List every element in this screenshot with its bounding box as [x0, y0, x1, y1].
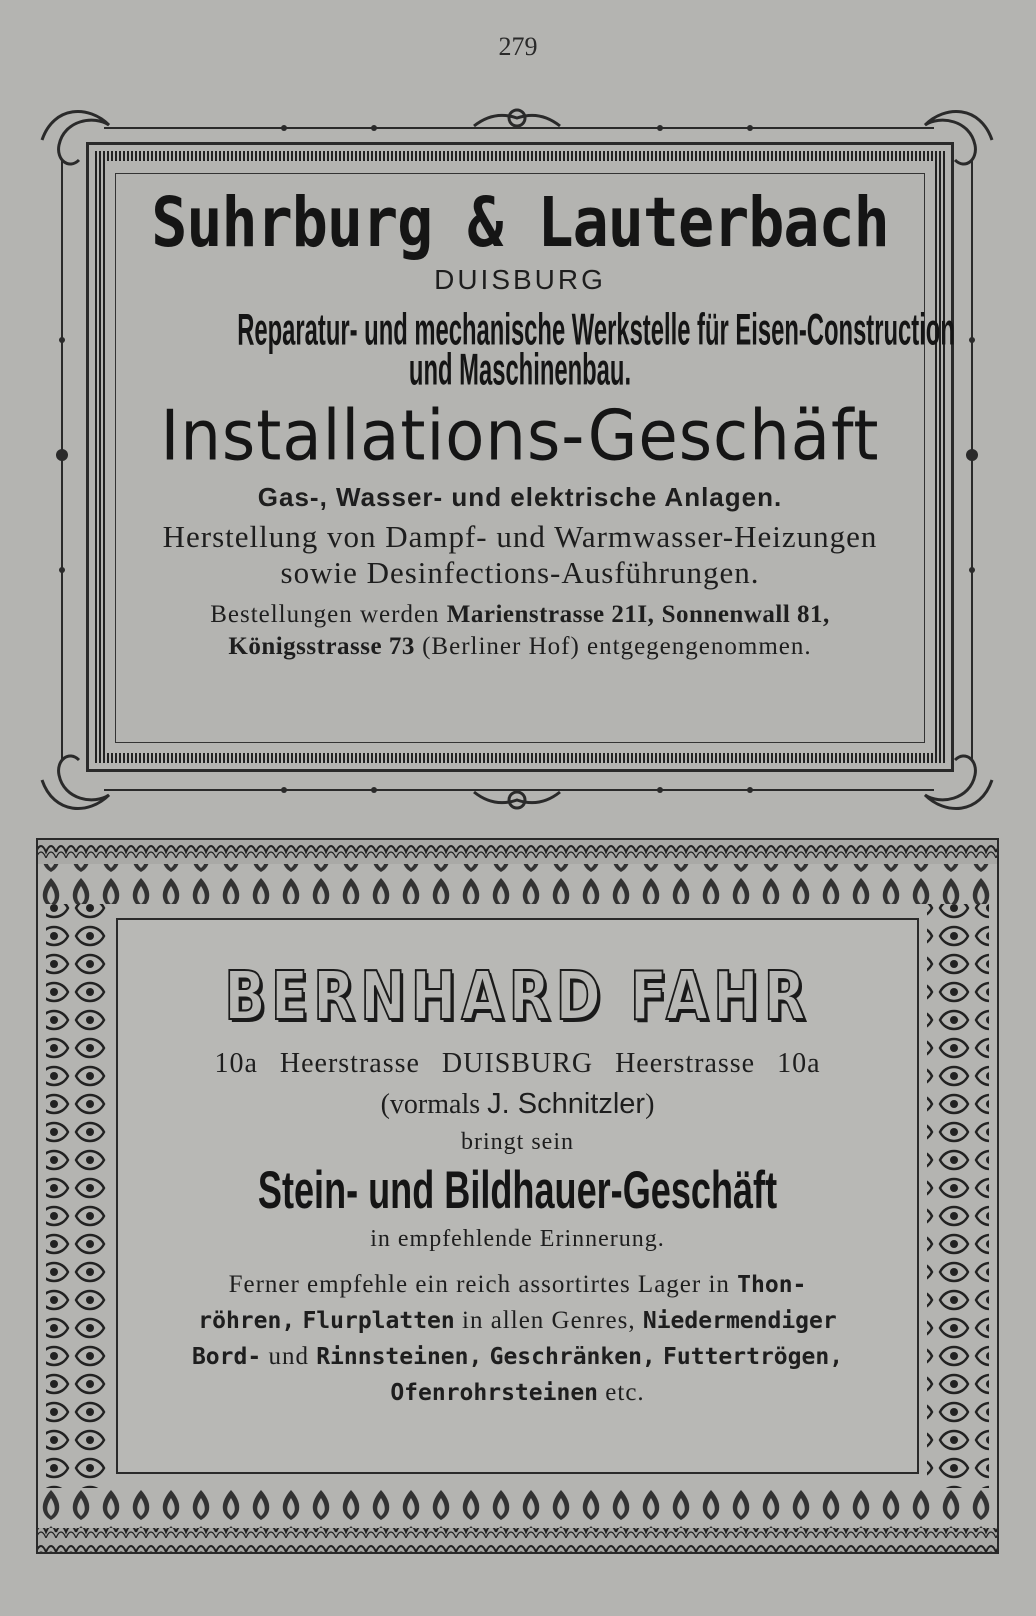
repair-line-1: Reparatur- und mechanische Werkstelle für Eisen-Construction: [237, 305, 955, 355]
page-number: 279: [498, 32, 538, 61]
item-bord: Bord-: [191, 1344, 262, 1370]
address-right: Heerstrasse 10a: [615, 1048, 821, 1079]
repair-line-2: und Maschinenbau.: [408, 345, 632, 395]
address-sonnenwall: Sonnenwall 81,: [661, 601, 830, 628]
address-city: DUISBURG: [441, 1048, 594, 1079]
ad1-content: [115, 173, 955, 743]
item-flurplatten: Flurplatten: [302, 1308, 455, 1334]
business-owner-name: BERNHARD FAHR: [224, 958, 811, 1036]
gas-water-line: Gas-, Wasser- und elektrische Anlagen.: [257, 482, 783, 512]
installation-heading: Installations-Geschäft: [160, 397, 880, 477]
item-rinnsteinen: Rinnsteinen,: [316, 1344, 483, 1370]
formerly-open: (vormals: [380, 1089, 481, 1120]
stock-text: [118, 1267, 917, 1411]
recommend-line: in empfehlende Erinnerung.: [370, 1226, 665, 1252]
stock-mid: in allen Genres,: [462, 1307, 636, 1334]
address-left: 10a Heerstrasse: [214, 1048, 420, 1079]
item-futtertroegen: Futtertrögen,: [663, 1344, 844, 1370]
orders-suffix: (Berliner Hof) entgegengenommen.: [422, 633, 812, 660]
item-niedermendiger: Niedermendiger: [642, 1308, 837, 1334]
and-word: und: [268, 1343, 309, 1370]
manufacture-line-1: Herstellung von Dampf- und Warmwasser-Heizungen: [162, 519, 878, 554]
etc-word: etc.: [605, 1379, 645, 1406]
business-heading: Stein- und Bildhauer-Geschäft: [257, 1161, 778, 1220]
orders-text: [116, 599, 924, 663]
item-roehren: röhren,: [198, 1308, 296, 1334]
item-geschraenken: Geschränken,: [489, 1344, 656, 1370]
company-name: Suhrburg & Lauterbach: [151, 182, 889, 264]
formerly-close: ): [645, 1089, 655, 1120]
city: DUISBURG: [434, 264, 606, 295]
ad1-border: [86, 142, 954, 772]
advertisement-bernhard-fahr: [36, 838, 999, 1554]
address-marienstrasse: Marienstrasse 21I,: [446, 601, 655, 628]
item-ofenrohrsteinen: Ofenrohrsteinen: [390, 1380, 599, 1406]
address-line: [118, 1048, 917, 1080]
orders-prefix: Bestellungen werden: [210, 601, 440, 628]
item-thon: Thon-: [737, 1272, 807, 1298]
advertisement-suhrburg-lauterbach: [34, 100, 1000, 825]
brings-line: bringt sein: [461, 1129, 574, 1155]
manufacture-line-2: sowie Desinfections-Ausführungen.: [280, 555, 760, 590]
stock-intro: Ferner empfehle ein reich assortirtes Lager in: [228, 1271, 730, 1298]
address-koenigsstrasse: Königsstrasse 73: [228, 633, 415, 660]
ad2-content: [116, 918, 919, 1474]
formerly-name: J. Schnitzler: [487, 1088, 646, 1120]
formerly-line: [118, 1088, 917, 1121]
